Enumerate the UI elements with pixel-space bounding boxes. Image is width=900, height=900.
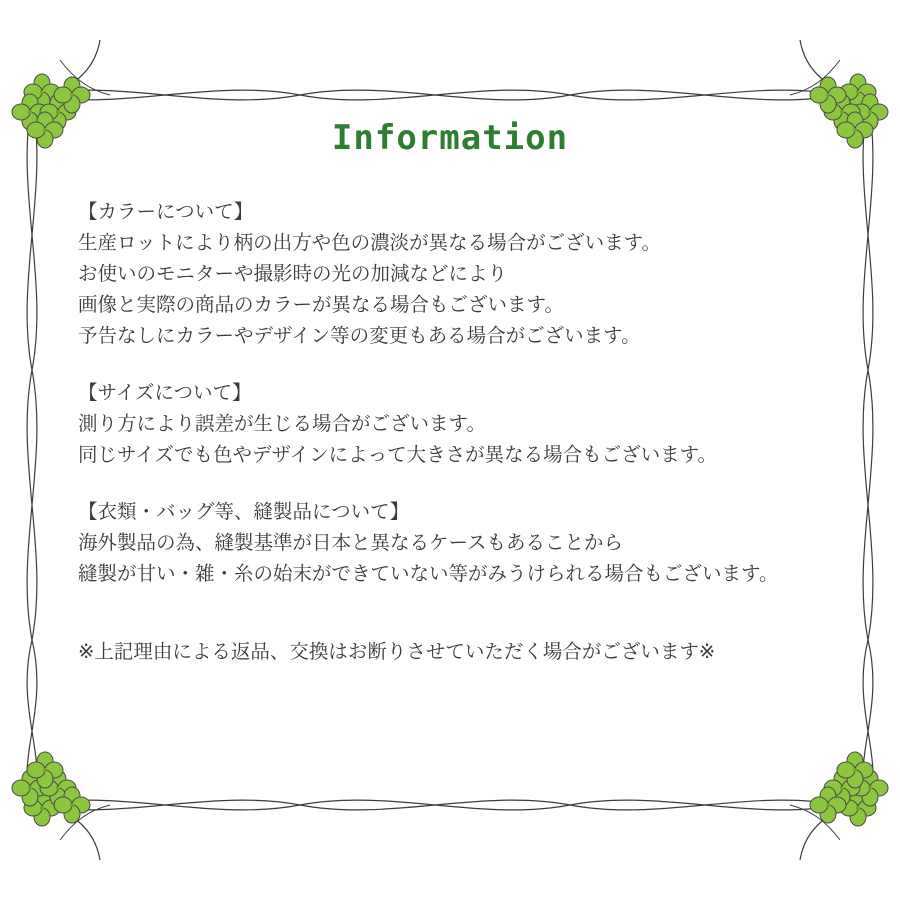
section-line: お使いのモニターや撮影時の光の加減などにより bbox=[78, 262, 508, 285]
section-sewn-products bbox=[78, 496, 838, 589]
section-line: 縫製が甘い・雑・糸の始末ができていない等がみうけられる場合もございます。 bbox=[78, 562, 779, 585]
section-line: 画像と実際の商品のカラーが異なる場合もございます。 bbox=[78, 293, 564, 316]
section-line: 海外製品の為、縫製基準が日本と異なるケースもあることから bbox=[78, 531, 624, 554]
section-line: 予告なしにカラーやデザイン等の変更もある場合がございます。 bbox=[78, 324, 641, 347]
section-heading: 【カラーについて】 bbox=[78, 200, 254, 223]
section-heading: 【サイズについて】 bbox=[78, 381, 252, 404]
footnote: ※上記理由による返品、交換はお断りさせていただく場合がございます※ bbox=[78, 640, 716, 663]
section-line: 同じサイズでも色やデザインによって大きさが異なる場合もございます。 bbox=[78, 443, 718, 466]
section-line: 生産ロットにより柄の出方や色の濃淡が異なる場合がございます。 bbox=[78, 231, 662, 254]
notice-sections bbox=[78, 196, 838, 589]
section-heading: 【衣類・バッグ等、縫製品について】 bbox=[78, 500, 410, 523]
section-line: 測り方により誤差が生じる場合がございます。 bbox=[78, 412, 486, 435]
section-color bbox=[78, 196, 838, 351]
section-size bbox=[78, 377, 838, 470]
page-title: Information bbox=[331, 118, 569, 158]
